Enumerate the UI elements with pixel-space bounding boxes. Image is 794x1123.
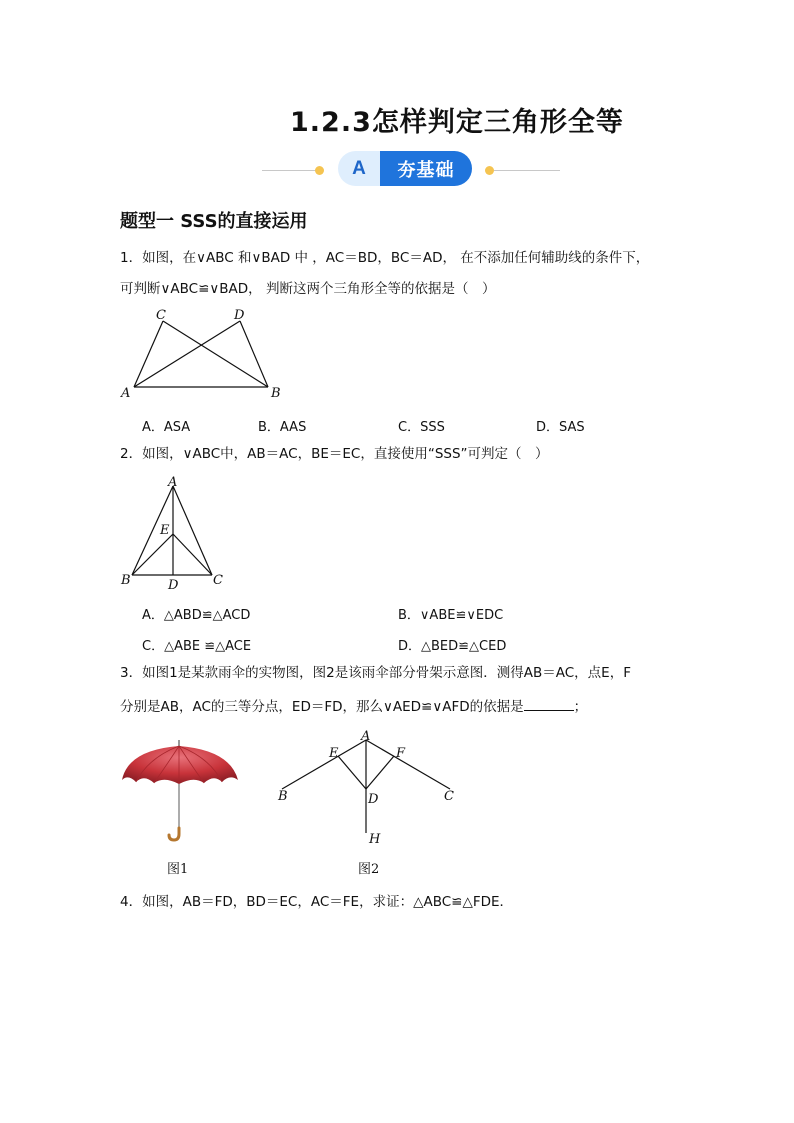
header-dot-left bbox=[315, 166, 324, 175]
section-heading: 题型一 SSS的直接运用 bbox=[120, 211, 308, 232]
q2-label-A: A bbox=[168, 475, 178, 490]
q3-label-D: D bbox=[368, 792, 379, 807]
q3-line2: 分别是AB，AC的三等分点，ED＝FD，那么∨AED≌∨AFD的依据是 bbox=[120, 699, 524, 715]
q3-label-E: E bbox=[329, 746, 339, 761]
q3-label-B: B bbox=[278, 789, 288, 804]
q2-label-B: B bbox=[121, 573, 131, 588]
q1-edge-DB bbox=[240, 321, 268, 387]
q1-label-D: D bbox=[234, 308, 245, 323]
q1-option-c[interactable]: C．SSS bbox=[398, 420, 445, 435]
q2-figure bbox=[115, 472, 235, 592]
header-line-left bbox=[262, 170, 316, 171]
q3-answer-blank[interactable] bbox=[524, 698, 574, 711]
q1-option-a[interactable]: A．ASA bbox=[142, 420, 191, 435]
q1-label-A: A bbox=[121, 386, 131, 401]
q3-label-A: A bbox=[361, 729, 371, 744]
q1-edge-AD bbox=[134, 321, 240, 387]
umbrella-image bbox=[118, 738, 243, 843]
q3-edge-ED bbox=[338, 756, 366, 789]
q3-edge-FD bbox=[366, 756, 394, 789]
q1-line2: 可判断∨ABC≌∨BAD， 判断这两个三角形全等的依据是（ ） bbox=[120, 281, 496, 297]
q1-line1: 1．如图，在∨ABC 和∨BAD 中 ，AC＝BD，BC＝AD， 在不添加任何辅助线的条件下， bbox=[120, 250, 650, 266]
page-title: 1.2.3怎样判定三角形全等 bbox=[290, 107, 624, 138]
level-badge bbox=[338, 151, 472, 186]
q1-option-b[interactable]: B．AAS bbox=[258, 420, 307, 435]
q2-option-b[interactable]: B．∨ABE≌∨EDC bbox=[398, 608, 504, 623]
q2-option-c[interactable]: C．△ABE ≌△ACE bbox=[142, 639, 252, 654]
q3-line2-end: ； bbox=[573, 699, 588, 715]
q1-edge-AC bbox=[134, 321, 163, 387]
q3-label-C: C bbox=[444, 789, 454, 804]
q2-option-a[interactable]: A．△ABD≌△ACD bbox=[142, 608, 251, 623]
q3-line2-wrap bbox=[120, 698, 587, 715]
q3-label-H: H bbox=[369, 832, 381, 847]
q2-label-E: E bbox=[160, 523, 170, 538]
q1-edge-CB bbox=[163, 321, 268, 387]
q3-edge-AC bbox=[366, 740, 450, 789]
q2-option-d[interactable]: D．△BED≌△CED bbox=[398, 639, 507, 654]
q3-label-F: F bbox=[396, 746, 406, 761]
q1-option-d[interactable]: D．SAS bbox=[536, 420, 585, 435]
q1-figure bbox=[115, 305, 295, 405]
level-letter: A bbox=[338, 151, 380, 186]
figure1-caption: 图1 bbox=[167, 862, 189, 877]
header-line-right bbox=[494, 170, 560, 171]
q3-figure bbox=[270, 725, 470, 850]
figure2-caption: 图2 bbox=[358, 862, 380, 877]
q2-edge-EB bbox=[132, 534, 173, 575]
q1-label-B: B bbox=[271, 386, 281, 401]
q2-label-C: C bbox=[213, 573, 223, 588]
q3-line1: 3．如图1是某款雨伞的实物图，图2是该雨伞部分骨架示意图．测得AB＝AC，点E，F bbox=[120, 665, 631, 681]
q2-label-D: D bbox=[168, 578, 179, 592]
q2-line1: 2．如图，∨ABC中，AB＝AC，BE＝EC，直接使用“SSS”可判定（ ） bbox=[120, 446, 549, 462]
q2-edge-EC bbox=[173, 534, 212, 575]
q4-line1: 4．如图，AB＝FD，BD＝EC，AC＝FE，求证：△ABC≌△FDE． bbox=[120, 894, 514, 910]
q1-label-C: C bbox=[156, 308, 166, 323]
level-text: 夯基础 bbox=[380, 151, 472, 186]
q3-edge-AB bbox=[282, 740, 366, 789]
header-dot-right bbox=[485, 166, 494, 175]
q2-edge-AC bbox=[173, 486, 212, 575]
